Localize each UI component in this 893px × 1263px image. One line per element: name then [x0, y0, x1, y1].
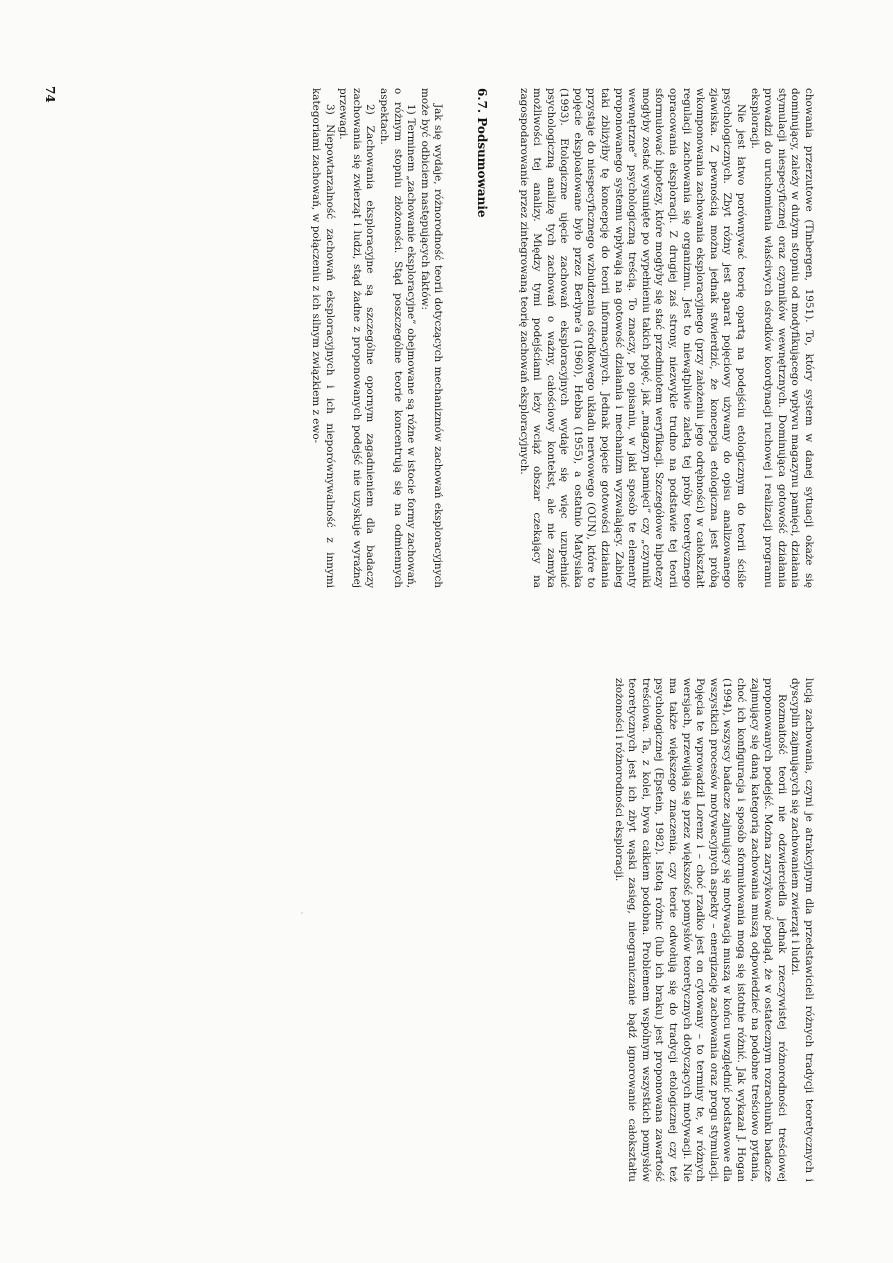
section-heading: 6.7. Podsumowanie: [474, 88, 489, 218]
left-paragraph-2: Nie jest łatwo porównywać teorię opartą na podejściu etologicznym do teorii ściśle psychologicznych. Zbyt różny jest aparat pojęciowy używany do opisu analizowanego zjawiska. Z pewnością można jednak stwierdzić, że koncepcja etologiczna jest próbą wkomponowania zachowania eksploracyjnego (przy założeniu jego odrębności) w całokształt regulacji zachowania się organizmu. Jest to niewątpliwie zaletą tej próby teoretycznego opracowania eksploracji. Z drugiej zaś strony, niezwykle trudno na podstawie tej teorii sformułować hipotezy, które mogłyby się stać przedmiotem weryfikacji. Szczegółowe hipotezy mogłyby zostać wysunięte po wypełnieniu takich pojęć, jak „magazyn pamięci” czy „czynniki wewnętrzne” psychologiczną treścią. To znaczy, po opisaniu, w jaki sposób te elementy proponowanego systemu wpływają na gotowość działania i mechanizm wyzwalający. Zabieg taki zbliżyłby tę koncepcję do teorii informacyjnych. Jednak pojęcie gotowości działania przystaje do niespecyficznego wzbudzenia ośrodkowego układu nerwowego (OUN), które to pojęcie eksploatowane było przez Berlyne'a (1960), Hebba (1955), a ostatnio Matysiaka (1993). Etologiczne ujęcie zachowań eksploracyjnych wydaje się więc uzupełniać psychologiczną analizę tych zachowań o ważny, całościowy kontekst, ale nie zamyka możliwości tej analizy. Między tymi podejściami leży wciąż obszar czekający na zagospodarowanie przez zintegrowaną teorię zachowań eksploracyjnych.: [517, 88, 748, 588]
summary-intro: Jak się wydaje, różnorodność teorii dotyczących mechanizmów zachowań eksploracyjnych może być odbiciem następujących faktów:: [418, 88, 445, 588]
left-page-column: [308, 88, 815, 588]
summary-item-3: 3) Niepowtarzalność zachowań eksploracyjnych i ich nieporównywalność z innymi kategoriami zachowań, w połączeniu z ich silnym związkiem z ewo-: [310, 88, 336, 588]
right-paragraph-2: Rozmaitość teorii nie odzwierciedla jednak rzeczywistej różnorodności treściowej proponowanych podejść. Można zaryzykować pogląd, że w ostatecznym rozrachunku badacze zajmujący się daną kategorią zachowania muszą odpowiedzieć na podobne treściowo pytania, choć ich konfiguracja i sposób sformułowania mogą się istotnie różnić. Jak wykazał J. Hogan (1994), wszyscy badacze zajmujący się motywacją muszą w końcu uwzględnić podstawowe dla wszystkich procesów motywacyjnych aspekty – energizację zachowania oraz progu stymulacji. Pojęcia te wprowadził Lorenz i – choć rzadko jest on cytowany – to terminy te, w różnych wersjach, przewijają się przez większość pomysłów teoretycznych dotyczących motywacji. Nie ma także większego znaczenia, czy teorie odwołują się do tradycji etologicznej czy też psychologicznej (Epstein, 1982). Istotą różnic (lub ich braku) jest proponowana zawartość treściowa. Ta, z kolei, bywa całkiem podobna. Problemem wspólnym wszystkich pomysłów teoretycznych jest ich zbyt wąski zasięg, nieograniczanie bądź ignorowanie całokształtu złożoności i różnorodności eksploracji.: [612, 678, 788, 1182]
page-number: 74: [43, 86, 57, 103]
scan-speck: [301, 912, 303, 914]
summary-item-1: 1) Terminem „zachowanie eksploracyjne” obejmowane są różne w istocie formy zachowań, o różnym stopniu złożoności. Stąd poszczególne teorie koncentrują się na odmiennych aspektach.: [377, 88, 418, 588]
left-paragraph-1: chowania przerzutowe (Tinbergen, 1951). To, który system w danej sytuacji okaże się dominujący, zależy w dużym stopniu od modyfikującego wpływu magazynu pamięci, działania stymulacji niespecyficznej oraz czynników wewnętrznych. Dominująca gotowość działania prowadzi do uruchomienia właściwych ośrodków koordynacji ruchowej i realizacji programu eksploracji.: [748, 88, 815, 588]
summary-item-2: 2) Zachowania eksploracyjne są szczególne opornym zagadnieniem dla badaczy zachowania się zwierząt i ludzi, stąd żadne z proponowanych podejść nie uzyskuje wyraźnej przewagi.: [337, 88, 377, 588]
right-page-column: [611, 678, 815, 1182]
right-paragraph-1: lucją zachowania, czyni je atrakcyjnym dla przedstawicieli różnych tradycji teoretycznych i dyscyplin zajmujących się zachowaniem zwierząt i ludzi.: [789, 678, 815, 1182]
